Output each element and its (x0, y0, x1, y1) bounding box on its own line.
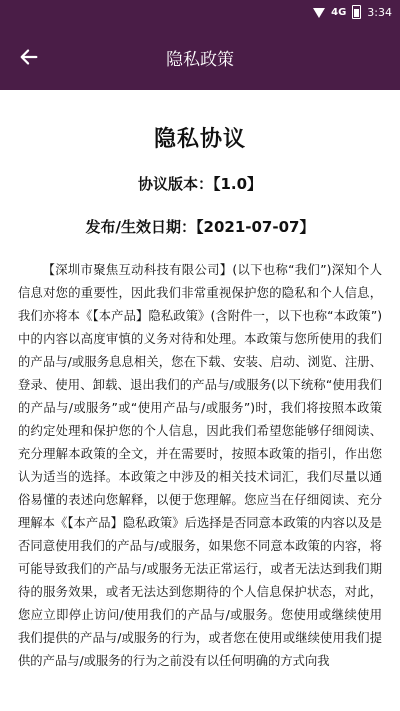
document-title: 隐私协议 (153, 127, 246, 152)
version-line: 协议版本：【1.0】 (137, 175, 263, 193)
app-bar (0, 24, 400, 90)
document-content[interactable] (0, 90, 400, 711)
date-line: 发布/生效日期：【2021-07-07】 (85, 218, 315, 236)
status-time: 3:34 (367, 5, 392, 19)
signal-icon: 4G (331, 6, 347, 18)
document-body: 【深圳市聚焦互动科技有限公司】(以下也称“我们”)深知个人信息对您的重要性，因此我们非常重视保护您的隐私和个人信息，我们亦将本《【本产品】隐私政策》(含附件一，以下也称“本政策”)中的内容以高度审慎的义务对待和处理。本政策与您所使用的我们的产品与/或服务息息相关，您在下载、安装、启动、浏览、注册、登录、使用、卸载、退出我们的产品与/或服务(以下统称“使用我们的产品与/或服务”或“使用产品与/或服务”)时，我们将按照本政策的约定处理和保护您的个人信息，因此我们希望您能够仔细阅读、充分理解本政策的全文，并在需要时，按照本政策的指引，作出您认为适当的选择。本政策之中涉及的相关技术词汇，我们尽量以通俗易懂的表述向您解释，以便于您理解。您应当在仔细阅读、充分理解本《【本产品】隐私政策》后选择是否同意本政策的内容以及是否同意使用我们的产品与/或服务，如果您不同意本政策的内容，将可能导致我们的产品与/或服务无法正常运行，或者无法达到我们期待的服务效果，或者无法达到您期待的个人信息保护状态，对此，您应立即停止访问/使用我们的产品与/或服务。您使用或继续使用我们提供的产品与/或服务的行为，或者您在使用或继续使用我们提供的产品与/或服务的行为之前没有以任何明确的方式向我 (18, 263, 382, 668)
battery-icon (352, 5, 361, 19)
back-button[interactable] (14, 42, 44, 72)
page-title: 隐私政策 (166, 49, 234, 70)
wifi-icon (313, 8, 325, 18)
arrow-left-icon (18, 46, 40, 68)
status-bar (0, 0, 400, 24)
